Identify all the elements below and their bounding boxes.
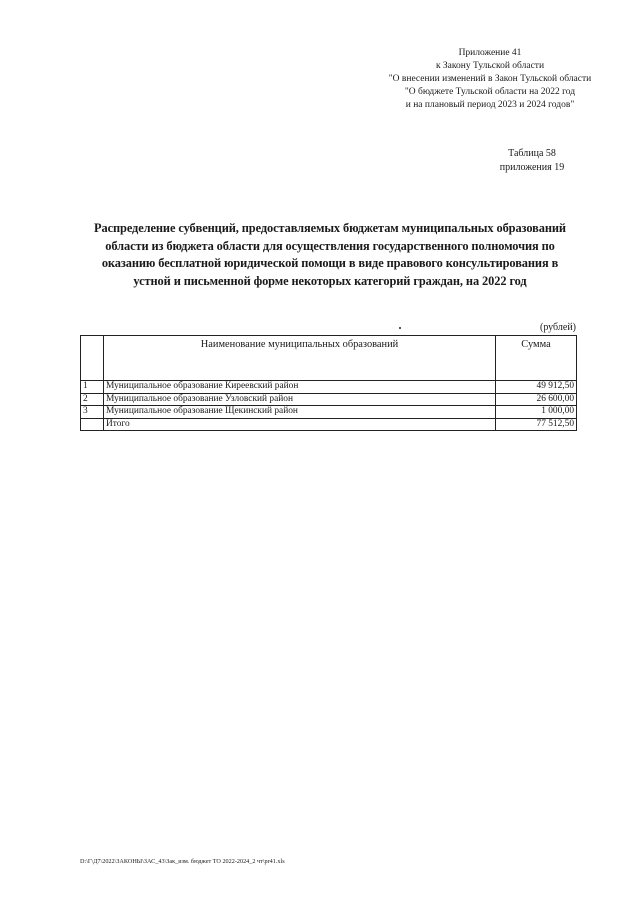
title-line: оказанию бесплатной юридической помощи в виде правового консультирования в xyxy=(101,256,559,270)
header-num-cell xyxy=(81,336,104,381)
row-number: 2 xyxy=(81,393,104,406)
title-line: устной и письменной форме некоторых категорий граждан, на 2022 год xyxy=(133,273,527,288)
row-name: Муниципальное образование Щекинский район xyxy=(104,406,496,419)
appendix-number: приложения 19 xyxy=(499,162,565,173)
row-number: 3 xyxy=(81,406,104,419)
row-sum: 49 912,50 xyxy=(496,381,577,394)
header-name-cell: Наименование муниципальных образований xyxy=(104,336,496,381)
header-line: "О бюджете Тульской области на 2022 год xyxy=(404,87,576,97)
table-reference xyxy=(470,147,594,175)
row-name: Муниципальное образование Узловский район xyxy=(104,393,496,406)
row-name: Муниципальное образование Киреевский район xyxy=(104,381,496,394)
row-number xyxy=(81,418,104,431)
file-path-footer: D:\Г\Д7\2022\ЗАКОНЫ\ЗАС_43\Зак_изм. бюджет ТО 2022-2024_2 чт\pr41.xls xyxy=(80,858,285,865)
table-header-row xyxy=(81,336,577,381)
row-number: 1 xyxy=(81,381,104,394)
title-line: области из бюджета области для осуществления государственного полномочия по xyxy=(105,238,555,253)
total-sum: 77 512,50 xyxy=(496,418,577,431)
header-line: Приложение 41 xyxy=(458,48,522,58)
header-line: "О внесении изменений в Закон Тульской области xyxy=(388,74,592,84)
table-number: Таблица 58 xyxy=(508,148,556,159)
header-sum-cell: Сумма xyxy=(496,336,577,381)
unit-label: (рублей) xyxy=(539,322,576,333)
appendix-header xyxy=(340,47,640,112)
row-sum: 26 600,00 xyxy=(496,393,577,406)
header-line: к Закону Тульской области xyxy=(435,61,545,71)
document-title xyxy=(70,220,590,290)
title-line: Распределение субвенций, предоставляемых бюджетам муниципальных образований xyxy=(94,221,566,235)
table-row xyxy=(81,381,577,394)
header-line: и на плановый период 2023 и 2024 годов" xyxy=(405,100,575,110)
table-total-row xyxy=(81,418,577,431)
total-label: Итого xyxy=(104,418,496,431)
subsidy-table xyxy=(80,335,577,431)
scan-dot xyxy=(399,327,401,329)
table-row xyxy=(81,406,577,419)
row-sum: 1 000,00 xyxy=(496,406,577,419)
table-row xyxy=(81,393,577,406)
